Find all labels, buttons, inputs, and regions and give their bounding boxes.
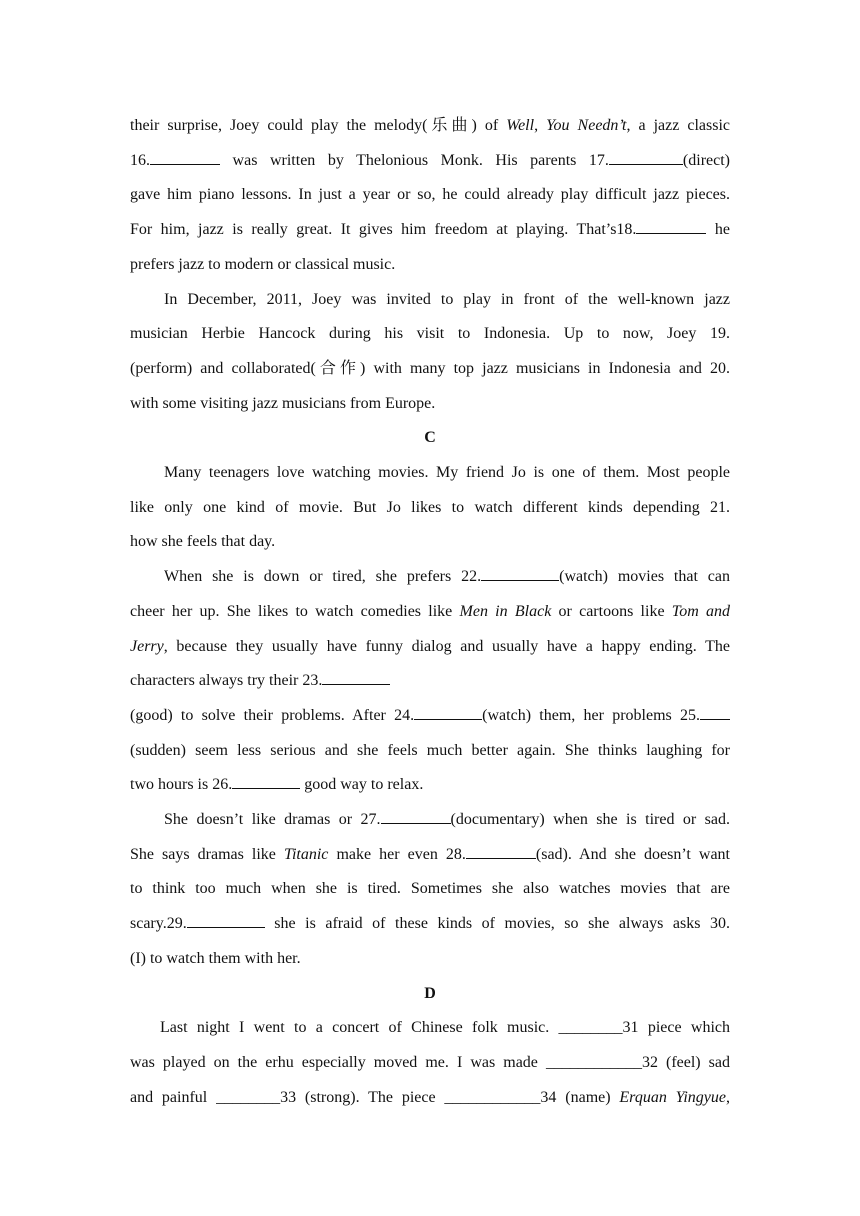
text-line: and painful ________33 (strong). The piece ____________34 (name) Erquan Yingyue, (130, 1088, 731, 1106)
answer-blank-17[interactable] (609, 149, 683, 165)
text-line: (good) to solve their problems. After 24. (watch) them, her problems 25. (130, 699, 730, 734)
answer-blank-22[interactable] (481, 565, 559, 581)
text-line: She doesn’t like dramas or 27. (documentary) when she is tired or sad. (130, 803, 730, 838)
answer-blank-29[interactable] (187, 912, 265, 928)
text-line: prefers jazz to modern or classical music. (130, 255, 396, 273)
text-line: (I) to watch them with her. (130, 949, 301, 967)
text-line: like only one kind of movie. But Jo likes to watch different kinds depending 21. (130, 498, 730, 516)
answer-blank-26[interactable] (232, 773, 300, 789)
text-line: Many teenagers love watching movies. My friend Jo is one of them. Most people (164, 464, 730, 482)
text-line: musician Herbie Hancock during his visit to Indonesia. Up to now, Joey 19. (130, 325, 730, 343)
text-line: 16. was written by Thelonious Monk. His parents 17. (direct) (130, 144, 730, 179)
text-line: with some visiting jazz musicians from Europe. (130, 394, 436, 412)
text-line: She says dramas like Titanic make her even 28. (sad). And she doesn’t want (130, 838, 730, 873)
text-line: When she is down or tired, she prefers 22. (watch) movies that can (130, 560, 730, 595)
text-line: how she feels that day. (130, 533, 276, 551)
text-line: cheer her up. She likes to watch comedies like Men in Black or cartoons like Tom and (130, 602, 731, 620)
text-line: scary.29. she is afraid of these kinds of movies, so she always asks 30. (130, 907, 730, 942)
text-line: two hours is 26. good way to relax. (130, 768, 730, 803)
document-page (130, 109, 730, 1115)
answer-blank-25[interactable] (700, 704, 730, 720)
text-line: gave him piano lessons. In just a year or so, he could already play difficult jazz pieces. (130, 186, 730, 204)
text-line: characters always try their 23. (130, 664, 730, 699)
text-line: to think too much when she is tired. Sometimes she also watches movies that are (130, 880, 730, 898)
answer-blank-23[interactable] (322, 669, 390, 685)
text-line: (sudden) seem less serious and she feels much better again. She thinks laughing for (130, 741, 730, 759)
text-line: Last night I went to a concert of Chinese folk music. ________31 piece which (160, 1019, 730, 1037)
answer-blank-24[interactable] (414, 704, 482, 720)
text-line: their surprise, Joey could play the melody(乐曲) of Well, You Needn’t, a jazz classic (130, 117, 731, 134)
text-line: Jerry, because they usually have funny dialog and usually have a happy ending. The (130, 637, 730, 655)
section-heading-c: C (424, 429, 436, 447)
text-line: was played on the erhu especially moved me. I was made ____________32 (feel) sad (130, 1053, 730, 1071)
answer-blank-27[interactable] (381, 808, 451, 824)
text-line: (perform) and collaborated(合作) with many top jazz musicians in Indonesia and 20. (130, 359, 730, 377)
text-line: For him, jazz is really great. It gives him freedom at playing. That’s18. he (130, 213, 730, 248)
answer-blank-16[interactable] (150, 149, 220, 165)
answer-blank-28[interactable] (466, 843, 536, 859)
section-heading-d: D (424, 984, 436, 1002)
answer-blank-18[interactable] (636, 218, 706, 234)
text-line: In December, 2011, Joey was invited to play in front of the well-known jazz (164, 290, 730, 308)
